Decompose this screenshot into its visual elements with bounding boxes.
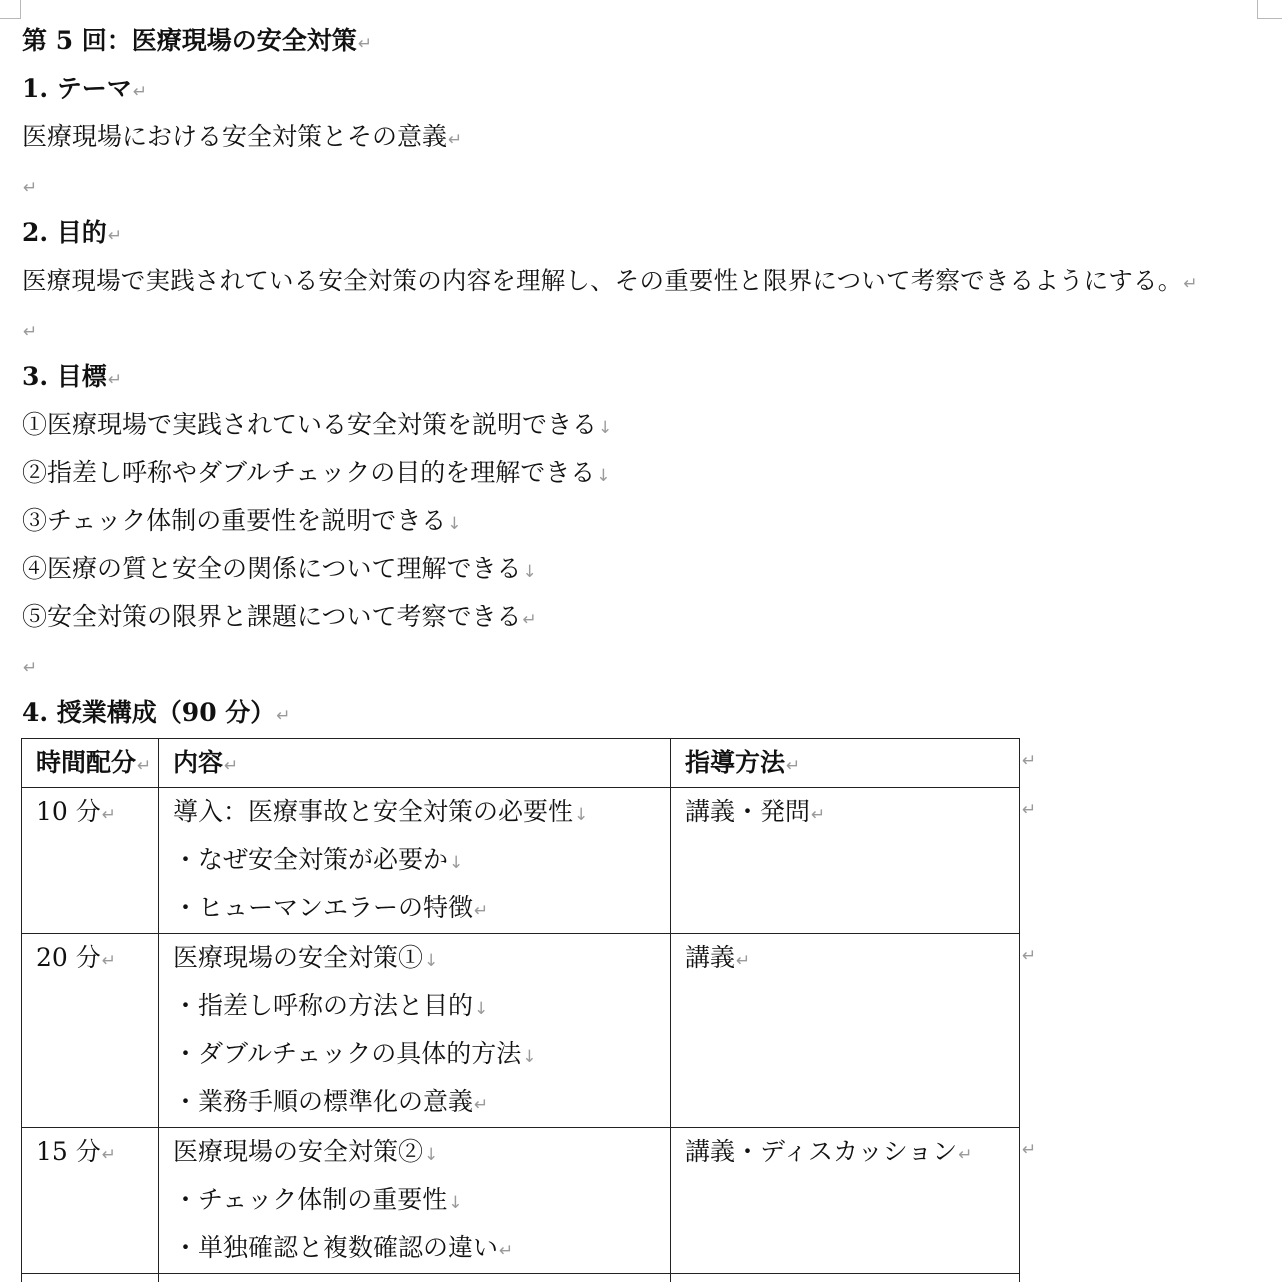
goal-item[interactable]: ②指差し呼称やダブルチェックの目的を理解できる↓ (22, 458, 611, 487)
cell-end-mark: ↵ (137, 756, 152, 776)
document-title[interactable]: 第 5 回：医療現場の安全対策↵ (22, 26, 373, 55)
paragraph-mark: ↵ (23, 178, 38, 198)
content-cell[interactable]: 導入：医療事故と安全対策の必要性↓ ・なぜ安全対策が必要か↓ ・ヒューマンエラーの特徴↵ (158, 788, 670, 933)
line-break-mark: ↓ (522, 562, 537, 582)
line-break-mark: ↓ (522, 1047, 537, 1067)
line-break-mark: ↓ (448, 1193, 463, 1213)
table-header-cell[interactable]: 時間配分↵ (36, 748, 152, 777)
content-cell[interactable]: 医療現場の安全対策②↓ ・チェック体制の重要性↓ ・単独確認と複数確認の違い↵ (158, 1128, 670, 1273)
cell-end-mark: ↵ (736, 951, 751, 971)
cell-end-mark: ↵ (474, 901, 489, 921)
paragraph-mark: ↵ (107, 370, 123, 390)
goal-item[interactable]: ①医療現場で実践されている安全対策を説明できる↓ (22, 410, 613, 439)
cell-end-mark: ↵ (101, 805, 117, 825)
row-end-mark: ↵ (1022, 800, 1037, 820)
method-cell[interactable] (670, 1274, 1021, 1282)
paragraph-mark: ↵ (107, 226, 123, 246)
time-cell[interactable] (22, 1274, 158, 1282)
cell-end-mark: ↵ (811, 805, 826, 825)
paragraph-mark: ↵ (1183, 274, 1198, 294)
line-break-mark: ↓ (447, 514, 462, 534)
line-break-mark: ↓ (424, 1145, 439, 1165)
section-heading-goals[interactable]: 3. 目標↵ (22, 362, 123, 391)
empty-paragraph[interactable] (22, 314, 37, 347)
paragraph-mark: ↵ (132, 82, 148, 102)
paragraph-mark: ↵ (276, 706, 291, 726)
line-break-mark: ↓ (598, 418, 613, 438)
time-cell[interactable]: 20 分↵ (36, 943, 117, 972)
table-header-cell[interactable]: 指導方法↵ (670, 739, 1021, 787)
table-header-row (21, 738, 1037, 788)
cell-end-mark: ↵ (474, 1095, 489, 1115)
cell-end-mark: ↵ (101, 951, 117, 971)
row-end-mark: ↵ (1022, 946, 1037, 966)
line-break-mark: ↓ (424, 951, 439, 971)
cell-end-mark: ↵ (499, 1241, 514, 1261)
purpose-text[interactable]: 医療現場で実践されている安全対策の内容を理解し、その重要性と限界について考察できるようにする。↵ (22, 266, 1198, 295)
section-heading-structure[interactable]: 4. 授業構成（90 分）↵ (22, 698, 291, 727)
empty-paragraph[interactable] (22, 650, 37, 683)
section-heading-theme[interactable]: 1. テーマ↵ (22, 74, 148, 103)
table-header-cell[interactable]: 内容↵ (158, 739, 670, 787)
line-break-mark: ↓ (474, 999, 489, 1019)
theme-text[interactable]: 医療現場における安全対策とその意義↵ (22, 122, 463, 151)
goal-item[interactable]: ③チェック体制の重要性を説明できる↓ (22, 506, 462, 535)
row-end-mark: ↵ (1022, 1140, 1037, 1160)
empty-paragraph[interactable] (22, 170, 37, 203)
paragraph-mark: ↵ (522, 610, 537, 630)
cell-end-mark: ↵ (786, 756, 801, 776)
line-break-mark: ↓ (449, 853, 464, 873)
line-break-mark: ↓ (596, 466, 611, 486)
section-heading-purpose[interactable]: 2. 目的↵ (22, 218, 123, 247)
cell-end-mark: ↵ (101, 1145, 117, 1165)
goal-item[interactable]: ⑤安全対策の限界と課題について考察できる↵ (22, 602, 537, 631)
content-cell[interactable]: 医療現場の安全対策①↓ ・指差し呼称の方法と目的↓ ・ダブルチェックの具体的方法↓ ・業務手順の標準化の意義↵ (158, 934, 670, 1127)
time-cell[interactable]: 10 分↵ (36, 797, 117, 826)
method-cell[interactable]: 講義・発問↵ (670, 788, 1021, 933)
page-corner-mark-right (1257, 0, 1282, 19)
table-row (21, 934, 1037, 1128)
cell-end-mark: ↵ (958, 1145, 973, 1165)
method-cell[interactable]: 講義・ディスカッション↵ (670, 1128, 1021, 1273)
time-cell[interactable]: 15 分↵ (36, 1137, 117, 1166)
lesson-structure-table (21, 738, 1037, 1282)
table-row (21, 788, 1037, 934)
paragraph-mark: ↵ (357, 34, 373, 54)
row-end-mark: ↵ (1022, 751, 1037, 771)
page-corner-mark-left (0, 0, 21, 19)
method-cell[interactable]: 講義↵ (670, 934, 1021, 1127)
paragraph-mark: ↵ (23, 322, 38, 342)
table-row-partial (21, 1274, 1020, 1282)
paragraph-mark: ↵ (23, 658, 38, 678)
line-break-mark: ↓ (574, 805, 589, 825)
cell-end-mark: ↵ (224, 756, 239, 776)
content-cell[interactable] (158, 1274, 670, 1282)
goal-item[interactable]: ④医療の質と安全の関係について理解できる↓ (22, 554, 537, 583)
table-row (21, 1128, 1037, 1274)
paragraph-mark: ↵ (448, 130, 463, 150)
